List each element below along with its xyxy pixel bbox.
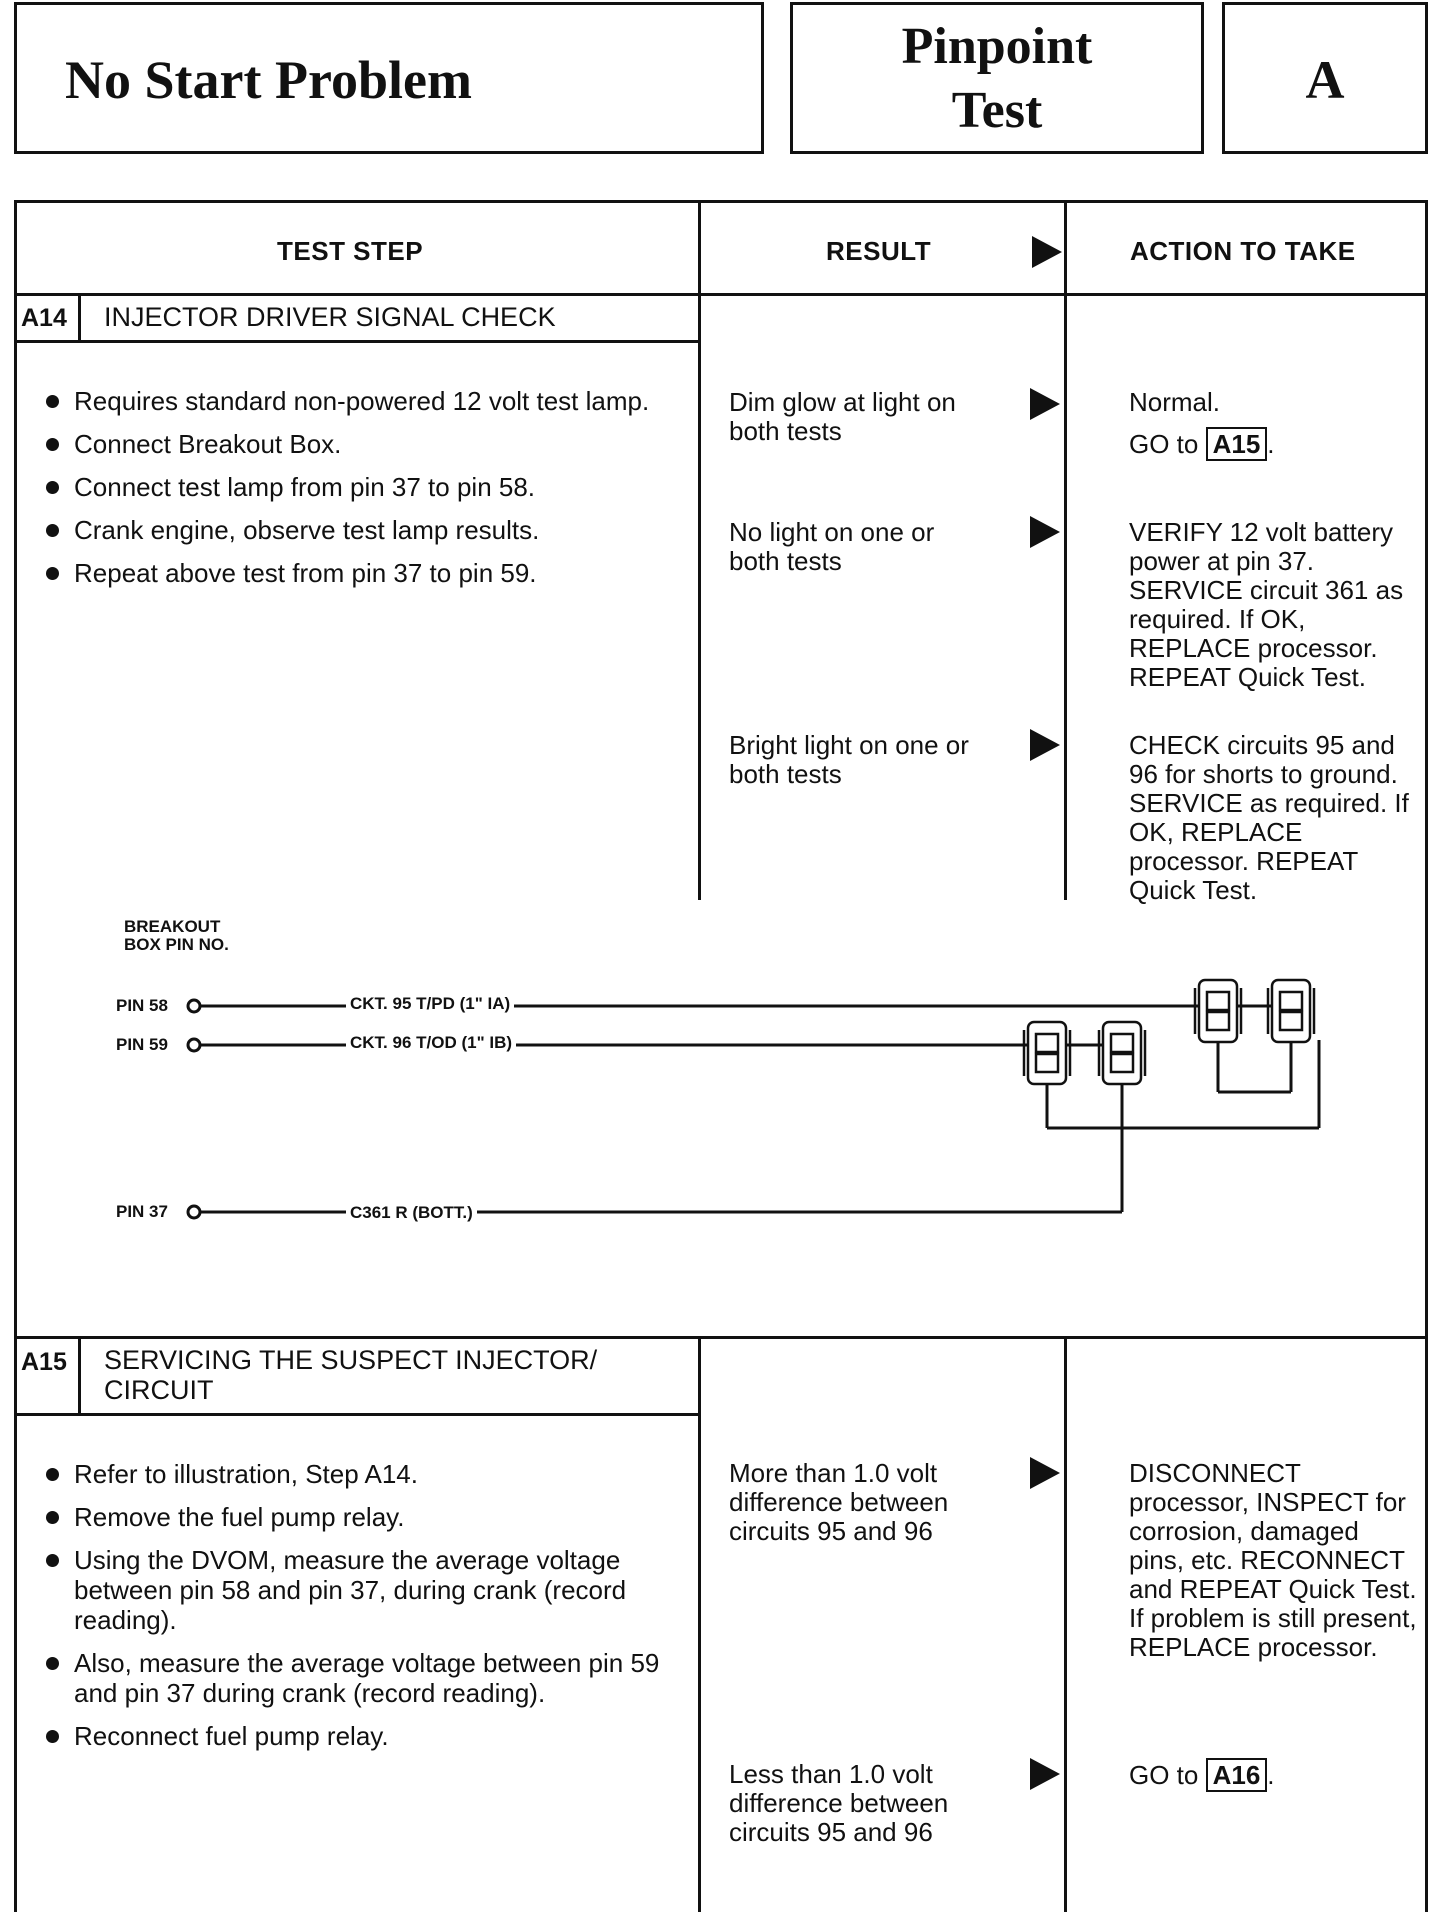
diagram-heading-line1: BREAKOUT — [124, 917, 221, 936]
a15-header-bottom — [14, 1413, 698, 1416]
test-type-line2: Test — [951, 82, 1043, 139]
result-arrow-icon — [1032, 236, 1062, 268]
divider-action-a15 — [1064, 1336, 1067, 1912]
col-header-action: ACTION TO TAKE — [1130, 236, 1356, 266]
a14-result-2: No light on one or both tests — [729, 517, 935, 576]
a15-step-title-line1: SERVICING THE SUSPECT INJECTOR/ — [104, 1345, 598, 1375]
divider-action-a14 — [1064, 200, 1067, 900]
test-code: A — [1305, 50, 1345, 110]
list-item: Crank engine, observe test lamp results. — [44, 515, 654, 545]
list-item: Repeat above test from pin 37 to pin 59. — [44, 558, 654, 588]
result-arrow-icon — [1030, 729, 1060, 761]
a14-step-id: A14 — [21, 304, 67, 332]
a15-action-2-go: GO to — [1129, 1760, 1199, 1790]
pin37-label: PIN 37 — [116, 1202, 168, 1221]
result-arrow-icon — [1030, 1758, 1060, 1790]
list-item: Using the DVOM, measure the average voltage between pin 58 and pin 37, during crank (record reading). — [44, 1545, 684, 1635]
pin58-label: PIN 58 — [116, 996, 168, 1015]
list-item: Refer to illustration, Step A14. — [44, 1459, 684, 1489]
a14-action-3: CHECK circuits 95 and 96 for shorts to ground. SERVICE as required. If OK, REPLACE processor. REPEAT Quick Test. — [1129, 730, 1409, 905]
a15-bullet-list — [44, 1459, 684, 1764]
test-code-box — [1222, 2, 1428, 154]
test-type-box — [790, 2, 1204, 154]
test-type-line1: Pinpoint — [901, 18, 1093, 75]
a15-action-1: DISCONNECT processor, INSPECT for corrosion, damaged pins, etc. RECONNECT and REPEAT Quick Test. If problem is still present, REPLACE processor. — [1129, 1458, 1417, 1662]
divider-result-a14 — [698, 200, 701, 900]
result-arrow-icon — [1030, 1457, 1060, 1489]
ckt96-label: CKT. 96 T/OD (1" IB) — [346, 1034, 516, 1052]
a14-action-1-go: GO to — [1129, 429, 1199, 459]
col-header-result: RESULT — [826, 236, 932, 266]
a14-action-1: Normal. GO to A15 . — [1129, 388, 1429, 461]
column-header-divider — [14, 293, 1428, 296]
list-item: Requires standard non-powered 12 volt test lamp. — [44, 386, 654, 416]
result-arrow-icon — [1030, 516, 1060, 548]
ckt95-label: CKT. 95 T/PD (1" IA) — [346, 995, 514, 1013]
list-item: Also, measure the average voltage between pin 59 and pin 37 during crank (record reading). — [44, 1648, 684, 1708]
a15-step-reference[interactable]: A15 — [1206, 427, 1268, 461]
list-item: Connect test lamp from pin 37 to pin 58. — [44, 472, 654, 502]
section-divider — [14, 1336, 1428, 1339]
a15-step-id: A15 — [21, 1348, 67, 1376]
page-title: No Start Problem — [65, 50, 472, 110]
pin59-label: PIN 59 — [116, 1035, 168, 1054]
a14-header-bottom — [14, 340, 698, 343]
a15-step-title-line2: CIRCUIT — [104, 1375, 214, 1405]
a14-action-2: VERIFY 12 volt battery power at pin 37. SERVICE circuit 361 as required. If OK, REPLACE processor. REPEAT Quick Test. — [1129, 517, 1404, 692]
diagram-heading-line2: BOX PIN NO. — [124, 935, 229, 954]
list-item: Reconnect fuel pump relay. — [44, 1721, 684, 1751]
col-header-test-step: TEST STEP — [277, 236, 424, 266]
a14-id-divider — [78, 293, 81, 343]
divider-result-a15 — [698, 1336, 701, 1912]
a14-result-1: Dim glow at light on both tests — [729, 387, 956, 446]
a15-result-1: More than 1.0 volt difference between circuits 95 and 96 — [729, 1458, 949, 1546]
result-arrow-icon — [1030, 388, 1060, 420]
a16-step-reference[interactable]: A16 — [1206, 1758, 1268, 1792]
a14-action-1-text: Normal. — [1129, 387, 1221, 417]
list-item: Connect Breakout Box. — [44, 429, 654, 459]
c361-label: C361 R (BOTT.) — [346, 1204, 477, 1222]
a14-step-title: INJECTOR DRIVER SIGNAL CHECK — [104, 302, 556, 332]
a15-id-divider — [78, 1336, 81, 1416]
a15-result-2: Less than 1.0 volt difference between circuits 95 and 96 — [729, 1759, 949, 1847]
a14-bullet-list — [44, 386, 654, 601]
title-box — [14, 2, 764, 154]
list-item: Remove the fuel pump relay. — [44, 1502, 684, 1532]
a14-result-3: Bright light on one or both tests — [729, 730, 969, 789]
a15-action-2: GO to A16 . — [1129, 1760, 1275, 1790]
